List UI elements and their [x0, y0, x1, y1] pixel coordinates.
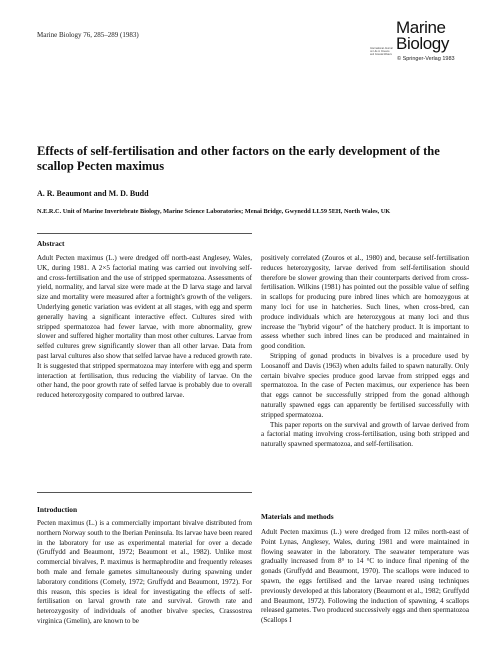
- publisher-copyright: © Springer-Verlag 1983: [397, 56, 455, 62]
- abstract-top-rule: [37, 233, 252, 234]
- abstract-text: [37, 254, 252, 401]
- journal-masthead: [370, 20, 470, 64]
- abstract-heading: Abstract: [37, 239, 65, 248]
- methods-heading: Materials and methods: [261, 512, 334, 521]
- introduction-heading: Introduction: [37, 505, 78, 514]
- article-authors: A. R. Beaumont and M. D. Budd: [37, 189, 149, 198]
- methods-text: [261, 528, 469, 626]
- abstract-bottom-rule: [37, 492, 252, 493]
- article-title: Effects of self-fertilisation and other factors on the early development of the scallop Pecten maximus: [37, 144, 440, 173]
- masthead-tagline: International Journal on Life in Oceans and Coastal Waters: [370, 47, 393, 56]
- right-paragraph-2: Stripping of gonad products in bivalves is a procedure used by Loosanoff and Davis (1963) when adults failed to spawn naturally. Only certain bivalve species produce good larvae from stripped eggs and spermatozoa. In the case of Pecten maximus, our experience has been that eggs cannot be successfully stripped from the gonad although naturally spawned eggs can apparently be fertilised successfully with stripped spermatozoa.: [261, 351, 469, 419]
- journal-name-line2: Biology: [396, 34, 449, 53]
- journal-logo: [396, 20, 449, 52]
- right-paragraph-3: This paper reports on the survival and growth of larvae derived from a factorial mating involving cross-fertilisation, using both stripped and naturally spawned spermatozoa, and self-fertilisation.: [261, 420, 469, 449]
- author-affiliation: N.E.R.C. Unit of Marine Invertebrate Biology, Marine Science Laboratories; Menai Bridge, Gwynedd LL59 5EH, North Wales, UK: [37, 208, 391, 215]
- journal-name-line1: Marine: [396, 18, 446, 37]
- methods-paragraph: Adult Pecten maximus (L.) were dredged from 12 miles north-east of Point Lynas, Anglesey, Wales, during 1981 and were maintained in flowing seawater in the laboratory. The seawater temperature was gradually increased from 8° to 14 °C to induce final ripening of the gonads (Gruffydd and Beaumont, 1970). The scallops were induced to spawn, the eggs fertilised and the larvae reared using techniques previously developed at this laboratory (Beaumont et al., 1982; Gruffydd and Beaumont, 1972). Following the induction of spawning, 4 scallops released gametes. Two produced successively eggs and then spermatozoa (Scallops I: [261, 528, 469, 625]
- right-paragraph-1: positively correlated (Zouros et al., 1980) and, because self-fertilisation reduces heterozygosity, larvae derived from self-fertilisation should therefore be slower growing than their counterparts derived from cross-fertilisation. Wilkins (1981) has pointed out the possible value of selfing in scallops for producing pure inbred lines which are homozygous at many loci for use in hatcheries. Such lines, when cross-bred, can produce individuals which are heterozygous at many loci and thus increase the "hybrid vigour" of the hatchery product. It is important to assess whether such inbred lines can be produced and maintained in good condition.: [261, 254, 469, 351]
- right-column-text: [261, 254, 469, 450]
- journal-citation: Marine Biology 76, 285–289 (1983): [37, 31, 139, 39]
- introduction-paragraph: Pecten maximus (L.) is a commercially important bivalve distributed from northern Norway south to the Iberian Peninsula. Its larvae have been reared in the laboratory for use as experimental material for over a decade (Gruffydd and Beaumont, 1972; Beaumont et al., 1982). Unlike most commercial bivalves, P. maximus is hermaphrodite and frequently releases both male and female gametes simultaneously during spawning under laboratory conditions (Comely, 1972; Gruffydd and Beaumont, 1972). For this reason, this species is ideal for investigating the effects of self-fertilisation on larval growth rate and survival. Growth rate and heterozygosity of individuals of another bivalve species, Crassostrea virginica (Gmelin), are known to be: [37, 519, 252, 625]
- abstract-paragraph: Adult Pecten maximus (L.) were dredged off north-east Anglesey, Wales, UK, during 1981. A 2×5 factorial mating was carried out involving self- and cross-fertilisation and the use of stripped spermatozoa. Assessments of yield, normality, and larval size were made at the D larva stage and larval size and mortality were measured after a fortnight's growth of the veligers. Underlying genetic variation was evident at all stages, with egg and sperm generally having a significant interactive effect. Cultures sired with stripped spermatozoa had fewer larvae, with more abnormality, grew slower and suffered higher mortality than most other cultures. Larvae from selfed cultures grew significantly slower than all other larvae. Data from past larval cultures also show that selfed larvae have a reduced growth rate. It is suggested that stripped spermatozoa may interfere with egg and sperm interaction at fertilisation, thus reducing the viability of larvae. On the other hand, the poor growth rate of selfed larvae is probably due to overall reduced heterozygosity compared to outbred larvae.: [37, 254, 252, 400]
- introduction-text: [37, 519, 252, 627]
